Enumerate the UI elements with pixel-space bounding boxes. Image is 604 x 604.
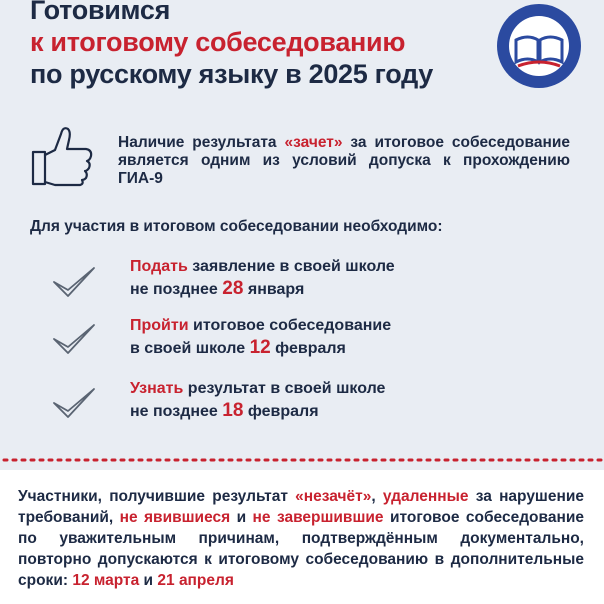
info-text-part: и <box>143 572 154 589</box>
info-highlight: не явившиеся <box>119 509 231 526</box>
intro-highlight: «зачет» <box>284 134 343 151</box>
step-text: результат в своей школе <box>187 380 386 397</box>
retake-info-panel <box>0 470 604 604</box>
step-text: не позднее <box>130 403 218 420</box>
thumbs-up-icon <box>30 122 94 188</box>
intro-text <box>118 134 570 188</box>
step-month: февраля <box>275 340 346 357</box>
step-text: не позднее <box>130 281 218 298</box>
check-icon <box>52 321 96 357</box>
info-highlight: «незачёт» <box>295 488 372 505</box>
title-line-1: Готовимся <box>30 0 171 25</box>
step-text: в своей школе <box>130 340 246 357</box>
step-month: февраля <box>247 403 319 420</box>
dotted-divider <box>0 458 604 462</box>
step-text: итоговое собеседование <box>193 317 392 334</box>
intro-text-part: за итоговое собеседование является одним из условий допуска к прохождению ГИА-9 <box>118 134 570 187</box>
info-text-part: за нарушение требований, <box>18 488 584 526</box>
step-verb: Пройти <box>130 317 189 334</box>
step-verb: Подать <box>130 258 188 275</box>
step-item <box>130 256 395 301</box>
info-highlight: 12 марта <box>72 572 140 589</box>
step-text: заявление в своей школе <box>192 258 395 275</box>
info-highlight: удаленные <box>382 488 469 505</box>
step-number: 18 <box>222 400 244 421</box>
step-number: 28 <box>222 278 244 299</box>
info-highlight: 21 апреля <box>157 572 234 589</box>
info-text-part: и <box>236 509 247 526</box>
intro-text-part: Наличие результата <box>118 134 277 151</box>
emblem-logo <box>486 2 592 90</box>
step-number: 12 <box>249 337 271 358</box>
step-item <box>130 315 391 360</box>
title-line-2: к итоговому собеседованию <box>30 27 406 57</box>
subheading: Для участия в итоговом собеседовании необходимо: <box>30 218 443 235</box>
step-item <box>130 378 385 423</box>
info-text-part: итоговое собеседование по уважительным причинам, подтверждённым документально, повторно допускаются к итоговому собеседованию в дополнительные сроки: <box>18 509 584 589</box>
info-highlight: не завершившие <box>252 509 384 526</box>
info-text-part: , <box>371 488 376 505</box>
info-text-part: Участники, получившие результат <box>18 488 288 505</box>
page-title <box>30 0 433 90</box>
step-month: января <box>247 281 305 298</box>
step-verb: Узнать <box>130 380 184 397</box>
retake-info-text <box>18 486 584 591</box>
title-line-3: по русскому языку в 2025 году <box>30 59 433 89</box>
check-icon <box>52 385 96 421</box>
check-icon <box>52 264 96 300</box>
